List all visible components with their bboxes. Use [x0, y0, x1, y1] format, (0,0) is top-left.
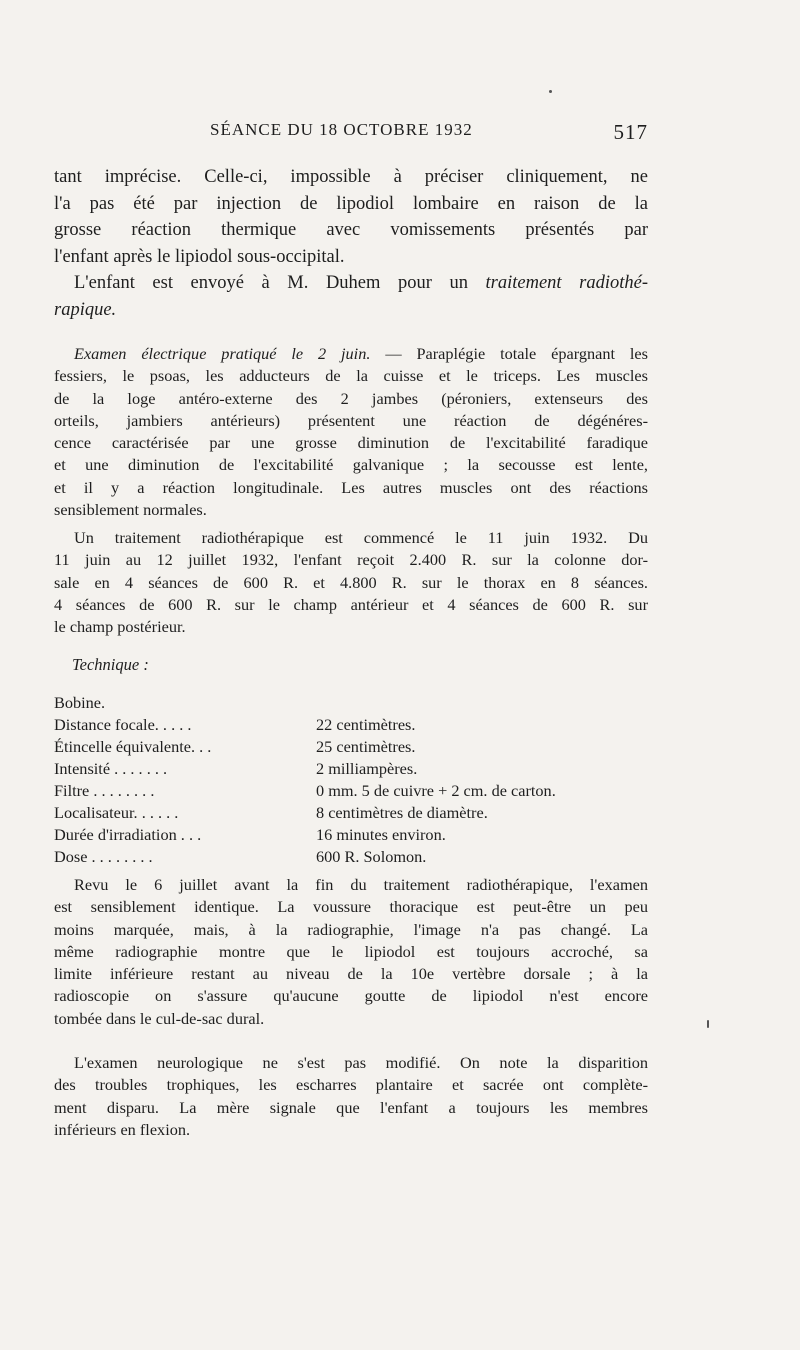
- italic-lead: Examen électrique pratiqué le 2 juin.: [74, 344, 371, 363]
- technique-label: Filtre . . . . . . . .: [54, 781, 155, 800]
- technique-row: [54, 693, 654, 715]
- text-line: 4 séances de 600 R. sur le champ antérieur et 4 séances de 600 R. sur: [54, 594, 648, 614]
- text-line: limite inférieure restant au niveau de la 10e vertèbre dorsale ; à la: [54, 964, 648, 984]
- technique-value: 8 centimètres de diamètre.: [316, 803, 488, 822]
- text-line: grosse réaction thermique avec vomissements présentés par: [54, 220, 648, 240]
- page-number: 517: [613, 120, 648, 144]
- technique-row: [54, 737, 654, 759]
- text-line: tombée dans le cul-de-sac dural.: [54, 1008, 265, 1028]
- text-line: l'enfant après le lipiodol sous-occipital.: [54, 246, 345, 267]
- text-line: L'examen neurologique ne s'est pas modifié. On note la disparition: [74, 1053, 648, 1072]
- technique-label: Intensité . . . . . . .: [54, 759, 168, 778]
- technique-table: [54, 693, 654, 869]
- text-line: orteils, jambiers antérieurs) présentent une réaction de dégénéres-: [54, 410, 648, 430]
- technique-label: Distance focale. . . . .: [54, 715, 192, 734]
- text-line: [54, 270, 648, 297]
- paragraph-exam: [54, 343, 648, 521]
- text-line: le champ postérieur.: [54, 617, 186, 637]
- paragraph-intro: [54, 164, 648, 323]
- text-line: fessiers, le psoas, les adducteurs de la cuisse et le triceps. Les muscles: [54, 366, 648, 386]
- italic-term: rapique.: [54, 299, 117, 320]
- technique-label: Bobine.: [54, 693, 106, 712]
- technique-label: Durée d'irradiation . . .: [54, 825, 202, 844]
- text-line: 11 juin au 12 juillet 1932, l'enfant reçoit 2.400 R. sur la colonne dor-: [54, 550, 648, 570]
- technique-value: 16 minutes environ.: [316, 825, 446, 844]
- text-span: L'enfant est envoyé à M. Duhem pour un: [74, 273, 468, 293]
- technique-value: 0 mm. 5 de cuivre + 2 cm. de carton.: [316, 781, 556, 800]
- paragraph-neuro: [54, 1052, 648, 1141]
- technique-row: [54, 759, 654, 781]
- text-line: sale en 4 séances de 600 R. et 4.800 R. sur le thorax en 8 séances.: [54, 572, 648, 592]
- technique-row: [54, 781, 654, 803]
- technique-value: 22 centimètres.: [316, 715, 416, 734]
- text-line: cence caractérisée par une grosse diminution de l'excitabilité faradique: [54, 433, 648, 453]
- technique-label: Localisateur. . . . . .: [54, 803, 179, 822]
- text-line: l'a pas été par injection de lipodiol lombaire en raison de la: [54, 193, 648, 214]
- text-span: — Paraplégie totale épargnant les: [385, 344, 648, 363]
- paragraph-revu: [54, 874, 648, 1030]
- technique-label: Étincelle équivalente. . .: [54, 737, 212, 756]
- text-line: inférieurs en flexion.: [54, 1119, 191, 1139]
- text-line: [54, 343, 648, 365]
- technique-value: 2 milliampères.: [316, 759, 418, 778]
- technique-value: 25 centimètres.: [316, 737, 416, 756]
- scan-speck: [549, 90, 552, 93]
- text-line: radioscopie on s'assure qu'aucune goutte de lipiodol n'est encore: [54, 986, 648, 1006]
- text-line: et il y a réaction longitudinale. Les autres muscles ont des réactions: [54, 477, 648, 497]
- text-line: sensiblement normales.: [54, 500, 207, 520]
- text-line: Un traitement radiothérapique est commencé le 11 juin 1932. Du: [74, 528, 648, 547]
- technique-heading: Technique :: [72, 655, 149, 674]
- technique-row: [54, 803, 654, 825]
- technique-value: 600 R. Solomon.: [316, 847, 427, 866]
- text-line: de la loge antéro-externe des 2 jambes (péroniers, extenseurs des: [54, 388, 648, 408]
- text-line: Revu le 6 juillet avant la fin du traitement radiothérapique, l'examen: [74, 875, 648, 894]
- italic-term: traitement radiothé-: [485, 273, 648, 293]
- paragraph-radiotherapy: [54, 527, 648, 638]
- header-title: SÉANCE DU 18 OCTOBRE 1932: [210, 120, 473, 139]
- text-line: ment disparu. La mère signale que l'enfant a toujours les membres: [54, 1097, 648, 1117]
- technique-row: [54, 847, 654, 869]
- text-line: même radiographie montre que le lipiodol est toujours accroché, sa: [54, 941, 648, 961]
- technique-label: Dose . . . . . . . .: [54, 847, 153, 866]
- scan-speck: [707, 1020, 709, 1028]
- text-line: des troubles trophiques, les escharres plantaire et sacrée ont complète-: [54, 1075, 648, 1095]
- technique-row: [54, 715, 654, 737]
- text-line: est sensiblement identique. La voussure thoracique est peut-être un peu: [54, 897, 648, 917]
- text-line: tant imprécise. Celle-ci, impossible à préciser cliniquement, ne: [54, 167, 648, 187]
- text-line: moins marquée, mais, à la radiographie, l'image n'a pas changé. La: [54, 919, 648, 939]
- technique-row: [54, 825, 654, 847]
- text-line: et une diminution de l'excitabilité galvanique ; la secousse est lente,: [54, 455, 648, 475]
